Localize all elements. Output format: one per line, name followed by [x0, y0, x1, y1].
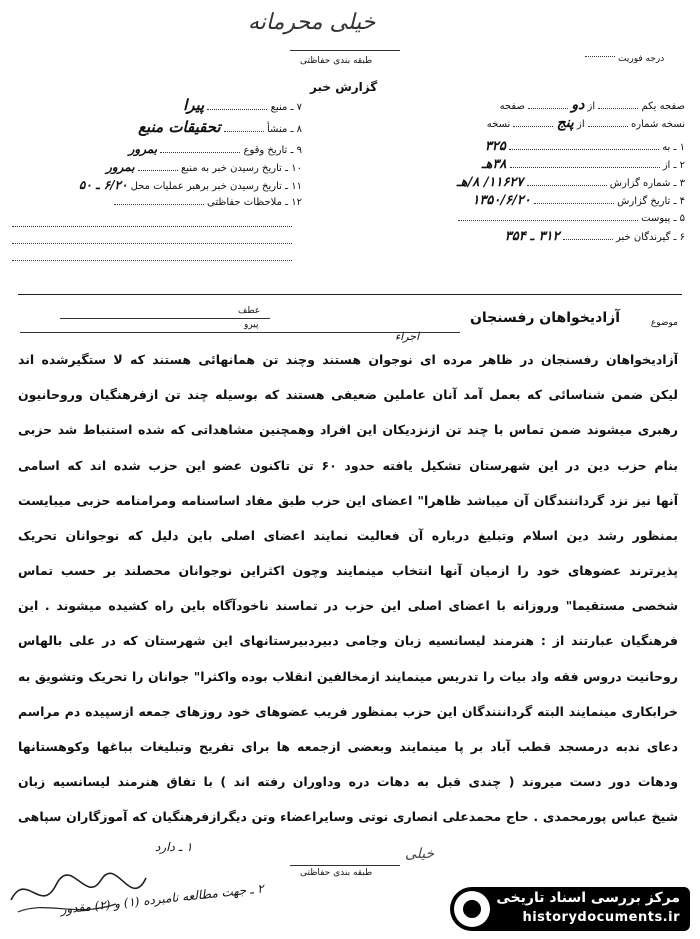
field-label: ۷ ـ منبع	[270, 102, 302, 113]
subject-divider	[20, 332, 460, 333]
header-divider	[18, 294, 682, 295]
field-label: ۶ ـ گیرندگان خبر	[615, 232, 685, 243]
classification-label: طبقه بندی حفاظتی	[300, 56, 373, 66]
field-label: ۱۰ ـ تاریخ رسیدن خبر به منبع	[180, 163, 302, 174]
field-page	[400, 96, 685, 114]
report-fields-right	[400, 96, 685, 246]
field-mid: از	[577, 119, 585, 130]
field-copy	[400, 114, 685, 132]
field-value: ۱۱۶۲۷/ ۸/هـ	[456, 175, 524, 190]
priority-value-line	[585, 56, 615, 57]
notes-line	[12, 243, 292, 244]
body-line: دعای ندبه درمسجد قطب آباد بر پا مینمایند وبعضی ازجمعه ها برای تفریح وتبلیغات بباغها وکوهستانها	[18, 739, 678, 754]
field-mid: از	[587, 101, 596, 112]
field-label: ۱۲ ـ ملاحظات حفاظتی	[207, 197, 302, 208]
field-label: نسخه شماره	[631, 119, 685, 130]
body-line: بمنظور رشد دین اسلام وتبلیغ درباره آن فعالیت نمایند اعضای اصلی باین دلیل که نوجوانان تحریک	[18, 528, 678, 543]
handwritten-note-2: خیلی	[405, 846, 435, 862]
watermark-url: historydocuments.ir	[522, 910, 680, 925]
ejra-handwritten-mark: اجراء	[395, 330, 420, 343]
field-value: پنج	[556, 115, 574, 131]
field-label: ۴ ـ تاریخ گزارش	[617, 196, 685, 207]
field-value: تحقیقات منبع	[138, 118, 221, 136]
field-label: ۹ ـ تاریخ وقوع	[243, 145, 302, 156]
field-value: ۳۱۲ ـ ۳۵۴	[504, 229, 560, 244]
notes-line	[12, 226, 292, 227]
field-operations-receipt-date	[12, 176, 302, 194]
footer-classification-label: طبقه بندی حفاظتی	[300, 868, 373, 878]
field-label: ۳ ـ شماره گزارش	[609, 178, 685, 189]
field-value: بمرور	[106, 160, 135, 174]
atf-label: عطف	[238, 306, 261, 316]
field-from	[400, 156, 685, 174]
body-line: آزادیخواهان رفسنجان در ظاهر مرده ای نوجوان هستند وچند تن همانهائی هستند که لا ستگیرشده اند	[18, 352, 678, 367]
watermark-org-name: مرکز بررسی اسناد تاریخی	[496, 890, 680, 906]
field-source-receipt-date	[12, 158, 302, 176]
field-label: ۱۱ ـ تاریخ رسیدن خبر برهبر عملیات محل	[130, 181, 302, 192]
field-attachment	[400, 210, 685, 228]
field-occurrence-date	[12, 140, 302, 158]
field-value: ۳۲۵	[484, 139, 506, 154]
field-source	[12, 96, 302, 114]
field-security-notes	[12, 194, 302, 212]
field-value: ۶/۲۰ ـ ۵۰	[78, 178, 128, 192]
field-label: ۸ ـ منشأ	[266, 124, 302, 135]
field-origin	[12, 118, 302, 136]
field-label: ۱ ـ به	[662, 142, 685, 153]
field-value: پیرا	[183, 96, 205, 114]
field-value: بمرور	[128, 142, 158, 156]
body-line: لیکن ضمن شناسائی که بعمل آمد آنان عاملین ضعیفی هستند که بوسیله چند تن ازفرهنگیان وروحانیون	[18, 387, 678, 402]
body-line: ودهات دور دست میروند ( چندی قبل به دهات دره وداوران رفته اند ) با تفاق هنرمند لیسانسیه زبان	[18, 774, 678, 789]
archive-logo-icon	[454, 891, 490, 927]
handwritten-note-3: ۲ ـ جهت مطالعه نامبرده (۱) و (۲) مقدور	[59, 881, 265, 917]
field-to	[400, 138, 685, 156]
body-line: شیخ عباس پورمحمدی . حاج محمدعلی انصاری نوتی وسایراعضاء وتن دیگرازفرهنگیان که آموزگاران سپاهی	[18, 809, 678, 824]
body-line: روحانیت دروس فقه واد بیات را تدریس مینمایند ازمخالفین انقلاب بوده واکثرا" جوانان را تحریک وتشویق به	[18, 669, 678, 684]
report-fields-left	[12, 96, 302, 261]
footer-classification-box	[290, 865, 400, 866]
peyro-label: پیرو	[244, 320, 259, 330]
field-recipients	[400, 228, 685, 246]
body-line: بنام حزب دین در این شهرستان تشکیل یافته حدود ۶۰ تن تاکنون عضو این حزب شده اند که اسامی	[18, 458, 678, 473]
field-label: صفحه یکم	[641, 101, 685, 112]
subject-value: آزادیخواهان رفسنجان	[469, 310, 620, 326]
body-line: رهبری میشوند ضمن تماس با چند تن ازنزدیکان این افراد وهمچنین مشاهداتی که شده استنباط شد حزبی	[18, 422, 678, 437]
signature-scribble	[6, 860, 156, 920]
handwritten-note-1: ۱ ـ دارد	[155, 840, 193, 854]
subject-label: موضوع	[650, 318, 678, 328]
priority-label: درجه فوریت	[618, 54, 665, 64]
body-line: شخصی مستقیما" وروزانه با اعضای اصلی این حزب در تماسند ناخودآگاه باین راه کشیده میشوند . این	[18, 598, 678, 613]
notes-line	[12, 260, 292, 261]
report-title: گزارش خبر	[310, 80, 378, 94]
body-line: فرهنگیان عبارتند از : هنرمند لیسانسیه زبان وجامی دبیردبیرستانهای این شهرستان که در علی بالهاس	[18, 633, 678, 648]
body-line: پذیرترند عضوهای خود را ازمیان آنها انتخاب مینمایند وچون اکثراین نوجوانان محصلند بر حسب تماس	[18, 563, 678, 578]
field-tail: صفحه	[499, 101, 525, 112]
body-line: آنها نیز نزد گرداننندگان آن میباشد ظاهرا" اعضای این حزب طبق مفاد اساسنامه ومرامنامه حزبی میبایست	[18, 493, 678, 508]
classification-box	[290, 50, 400, 51]
field-label: ۲ ـ از	[662, 160, 685, 171]
archive-watermark-logo	[450, 887, 690, 931]
atf-divider	[60, 318, 270, 319]
field-report-number	[400, 174, 685, 192]
field-tail: نسخه	[486, 119, 511, 130]
field-value: دو	[571, 97, 585, 113]
field-value: ۱۳۵۰/۶/۲۰	[472, 193, 531, 208]
handwritten-classification-mark: خیلی محرمانه	[248, 10, 376, 35]
field-report-date	[400, 192, 685, 210]
body-line: خرابکاری مینمایند البته گرداننندگان این حزب بمنظور فریب عضوهای خود روزهای جمعه ازسپیده دم مراسم	[18, 704, 678, 719]
field-label: ۵ ـ پیوست	[641, 213, 685, 224]
field-value: ۳۸هـ	[481, 157, 507, 172]
